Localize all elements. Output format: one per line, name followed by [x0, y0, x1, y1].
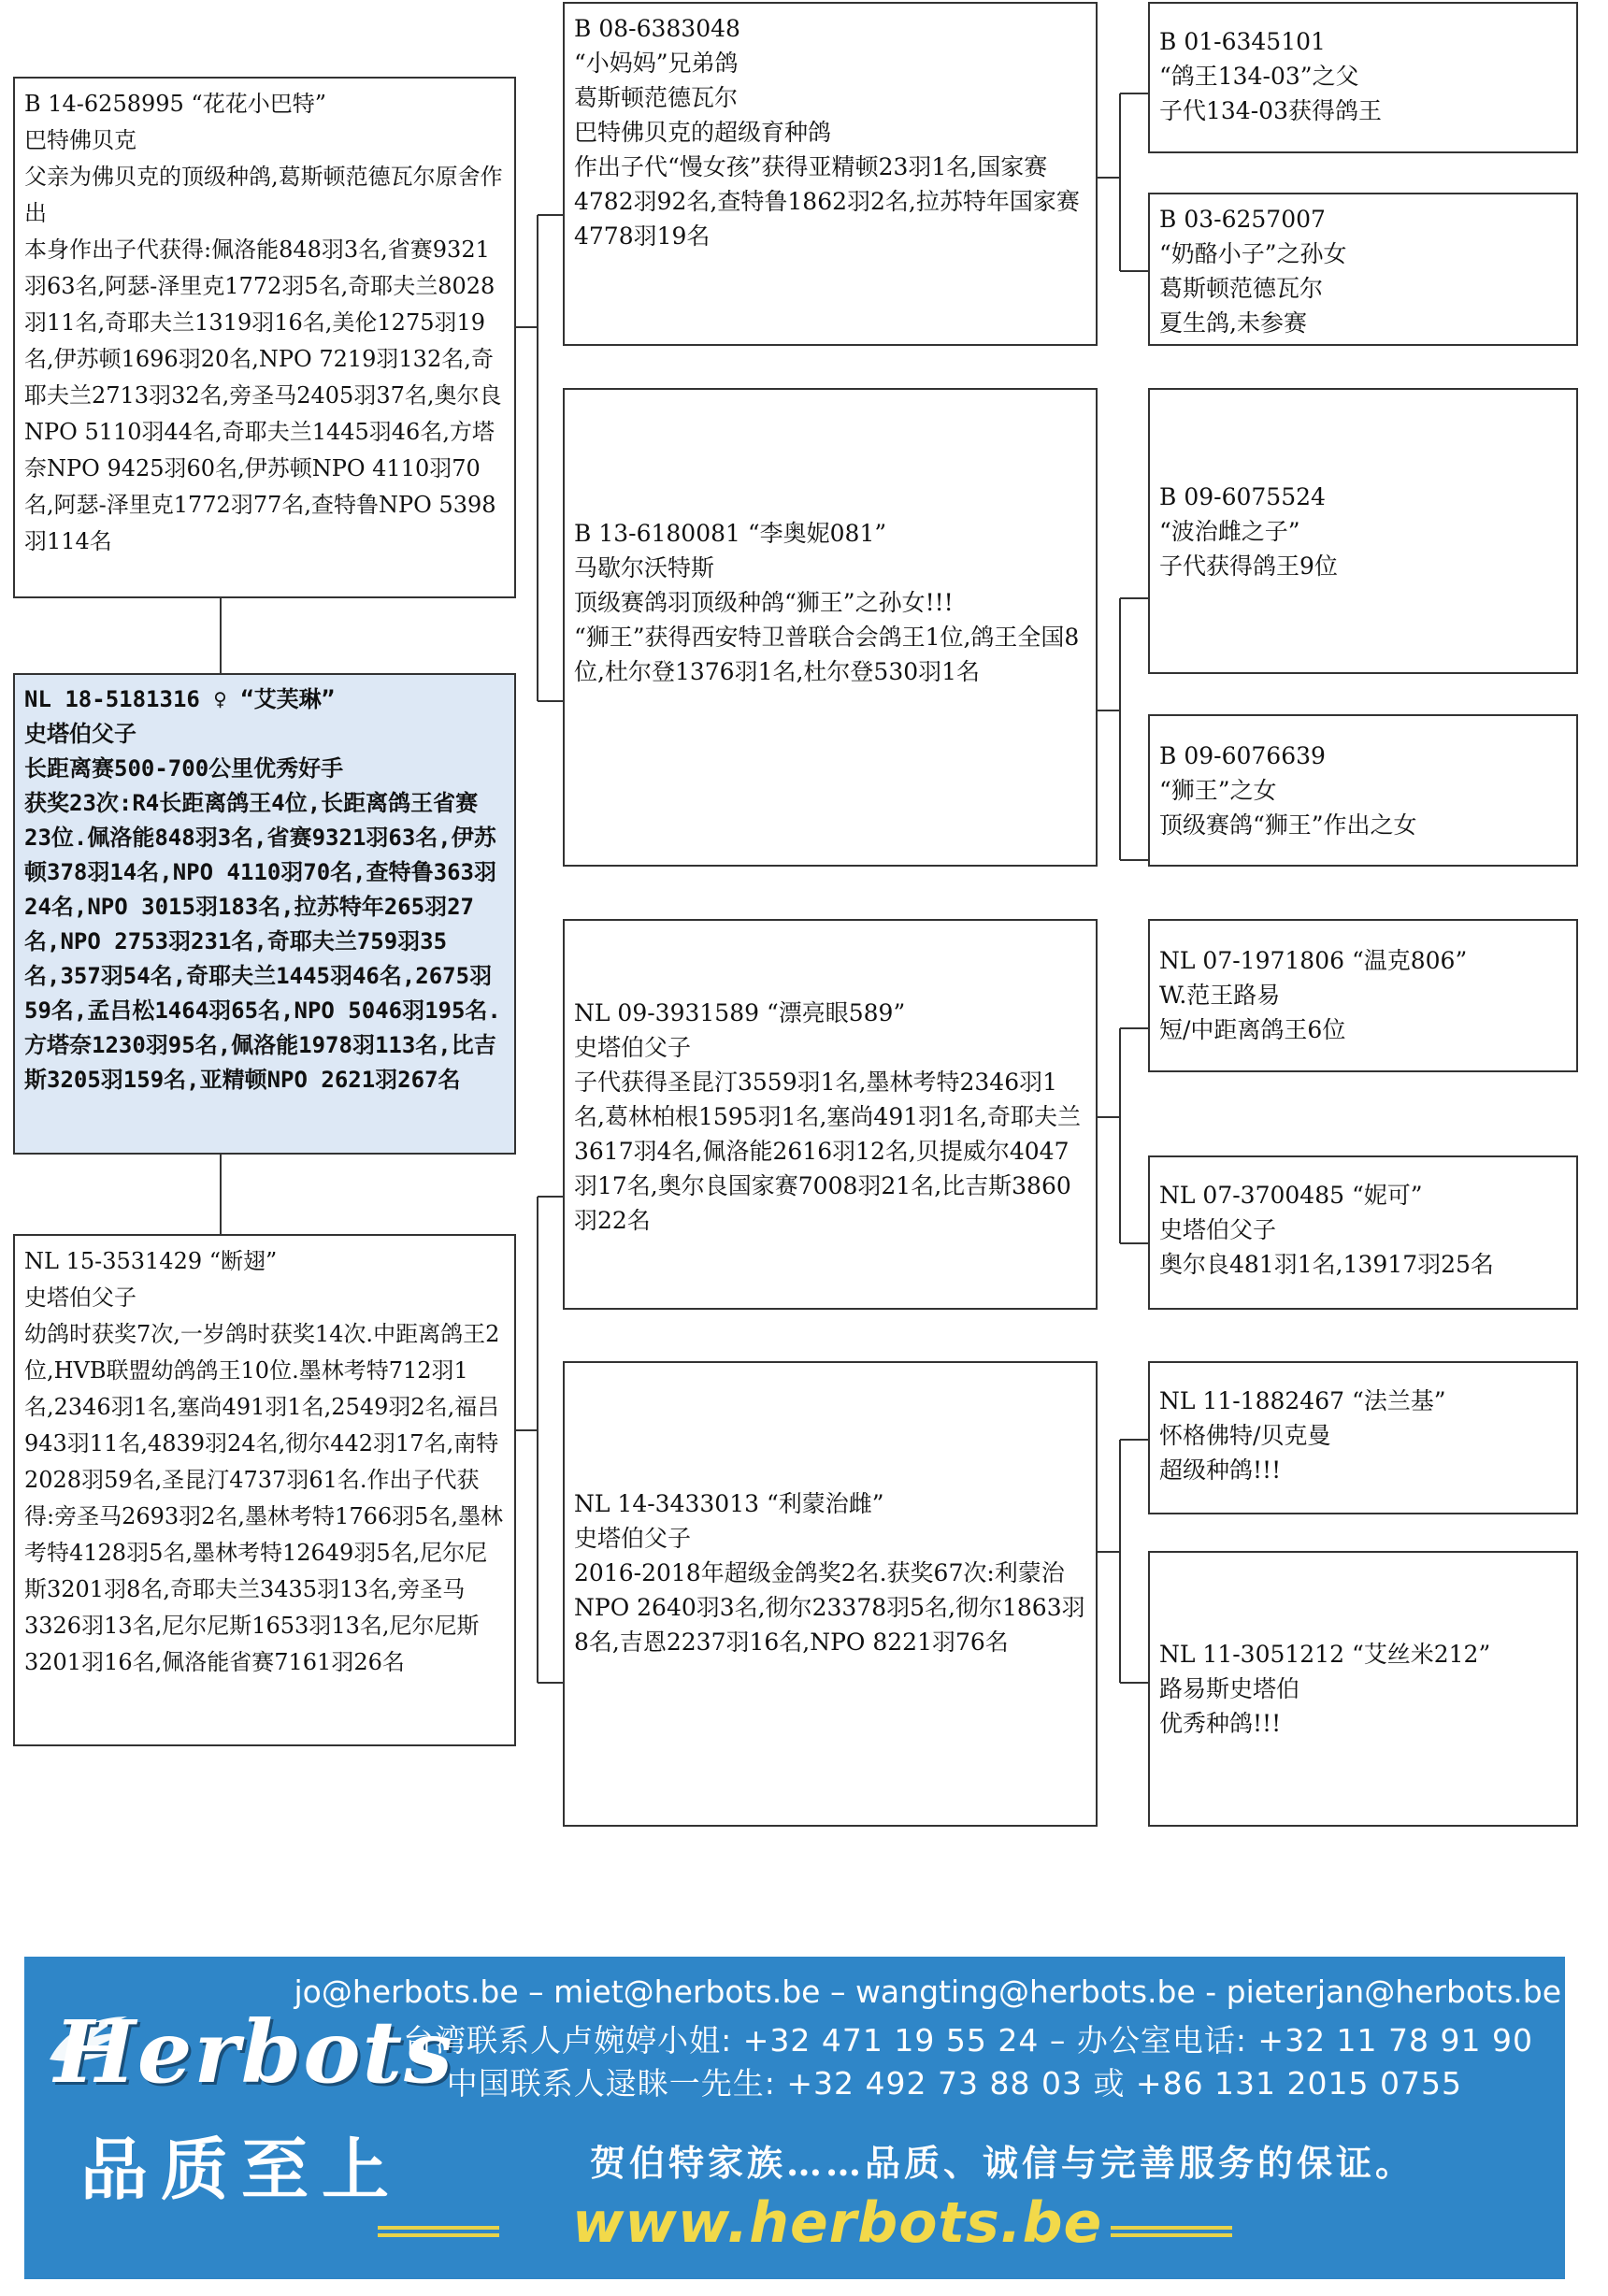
- subject-specialty: 长距离赛500-700公里优秀好手: [24, 755, 344, 782]
- ssd-status: 夏生鸽,未参赛: [1159, 309, 1307, 337]
- ss-note: “小妈妈”兄弟鸽: [574, 50, 739, 77]
- left-decorative-rule-2: [378, 2233, 499, 2237]
- sire-card: [13, 77, 516, 598]
- sdd-note: “狮王”之女: [1159, 777, 1277, 804]
- sd-results: “狮王”获得西安特卫普联合会鸽王1位,鸽王全国8位,杜尔登1376羽1名,杜尔登530羽1名: [574, 624, 1080, 685]
- dd-ring-number: NL 14-3433013 “利蒙治雌”: [574, 1490, 884, 1517]
- taiwan-contact: 台湾联系人卢婉婷小姐: +32 471 19 55 24 – 办公室电话: +32 11 78 91 90: [403, 2022, 1533, 2059]
- ddd-breeder: 路易斯史塔伯: [1159, 1675, 1300, 1702]
- sds-result: 子代获得鸽王9位: [1159, 552, 1338, 580]
- subject-breeder: 史塔伯父子: [24, 721, 136, 747]
- ssd-breeder: 葛斯顿范德瓦尔: [1159, 275, 1324, 302]
- sss-card: [1148, 2, 1578, 153]
- sd-note: 顶级赛鸽羽顶级种鸽“狮王”之孙女!!!: [574, 589, 954, 616]
- sss-note: “鸽王134-03”之父: [1159, 63, 1359, 90]
- dam-card: [13, 1234, 516, 1746]
- dds-note: 超级种鸽!!!: [1159, 1457, 1282, 1484]
- herbots-banner: [24, 1957, 1565, 2279]
- left-decorative-rule: [378, 2226, 499, 2230]
- dd-results: 2016-2018年超级金鸽奖2名.获奖67次:利蒙治NPO 2640羽3名,彻尔23378羽5名,彻尔1863羽8名,吉恩2237羽16名,NPO 8221羽76名: [574, 1559, 1085, 1656]
- sss-result: 子代134-03获得鸽王: [1159, 97, 1382, 124]
- ss-results: 作出子代“慢女孩”获得亚精顿23羽1名,国家赛4782羽92名,查特鲁1862羽2名,拉苏特年国家赛4778羽19名: [574, 153, 1080, 250]
- sire-sire-card: [563, 2, 1098, 346]
- right-decorative-rule: [1111, 2226, 1232, 2230]
- dss-card: [1148, 919, 1578, 1072]
- dsd-ring-number: NL 07-3700485 “妮可”: [1159, 1182, 1423, 1209]
- email-contacts: jo@herbots.be – miet@herbots.be – wangting@herbots.be - pieterjan@herbots.be: [294, 1973, 1561, 2010]
- ssd-ring-number: B 03-6257007: [1159, 206, 1326, 233]
- website-link[interactable]: www.herbots.be: [572, 2190, 1103, 2256]
- dss-breeder: W.范王路易: [1159, 982, 1281, 1009]
- sss-ring-number: B 01-6345101: [1159, 28, 1326, 55]
- dds-breeder: 怀格佛特/贝克曼: [1159, 1422, 1331, 1449]
- ssd-card: [1148, 193, 1578, 346]
- sire-results: 本身作出子代获得:佩洛能848羽3名,省赛9321羽63名,阿瑟-泽里克1772羽5名,奇耶夫兰8028羽11名,奇耶夫兰1319羽16名,美伦1275羽19名,伊苏顿1696羽20名,NPO 7219羽132名,奇耶夫兰2713羽32名,旁圣马2405羽37名,奥尔良NPO 5110羽44名,奇耶夫兰1445羽46名,方塔奈NPO 9425羽60名,伊苏顿NPO 4110羽70名,阿瑟-泽里克1772羽77名,查特鲁NPO 5398羽114名: [24, 237, 502, 554]
- dam-results: 幼鸽时获奖7次,一岁鸽时获奖14次.中距离鸽王2位,HVB联盟幼鸽鸽王10位.墨林考特712羽1名,2346羽1名,塞尚491羽1名,2549羽2名,福吕943羽11名,4839羽24名,彻尔442羽17名,南特2028羽59名,圣昆汀4737羽61名.作出子代获得:旁圣马2693羽2名,墨林考特1766羽5名,墨林考特4128羽5名,墨林考特12649羽5名,尼尔尼斯3201羽8名,奇耶夫兰3435羽13名,旁圣马3326羽13名,尼尔尼斯1653羽13名,尼尔尼斯3201羽16名,佩洛能省赛7161羽26名: [24, 1321, 504, 1675]
- sire-ring-number: B 14-6258995 “花花小巴特”: [24, 91, 326, 117]
- dam-sire-card: [563, 919, 1098, 1310]
- ds-results: 子代获得圣昆汀3559羽1名,墨林考特2346羽1名,葛林柏根1595羽1名,塞尚491羽1名,奇耶夫兰3617羽4名,佩洛能2616羽12名,贝提威尔4047羽17名,奥尔良国家赛7008羽21名,比吉斯3860羽22名: [574, 1069, 1081, 1234]
- sds-note: “波治雌之子”: [1159, 518, 1300, 545]
- dam-dam-card: [563, 1361, 1098, 1827]
- dd-breeder: 史塔伯父子: [574, 1525, 692, 1552]
- sds-card: [1148, 388, 1578, 674]
- sds-ring-number: B 09-6075524: [1159, 483, 1326, 510]
- dam-ring-number: NL 15-3531429 “断翅”: [24, 1248, 278, 1274]
- sd-ring-number: B 13-6180081 “李奥妮081”: [574, 520, 887, 547]
- subject-results: 获奖23次:R4长距离鸽王4位,长距离鸽王省赛23位.佩洛能848羽3名,省赛9321羽63名,伊苏顿378羽14名,NPO 4110羽70名,查特鲁363羽24名,NPO 3015羽183名,拉苏特年265羽27名,NPO 2753羽231名,奇耶夫兰759羽35名,357羽54名,奇耶夫兰1445羽46名,2675羽59名,孟吕松1464羽65名,NPO 5046羽195名.方塔奈1230羽95名,佩洛能1978羽113名,比吉斯3205羽159名,亚精顿NPO 2621羽267名: [24, 790, 501, 1093]
- ds-ring-number: NL 09-3931589 “漂亮眼589”: [574, 999, 906, 1026]
- ss-role: 巴特佛贝克的超级育种鸽: [574, 119, 832, 146]
- dss-ring-number: NL 07-1971806 “温克806”: [1159, 947, 1468, 974]
- sdd-ring-number: B 09-6076639: [1159, 742, 1326, 769]
- ss-breeder: 葛斯顿范德瓦尔: [574, 84, 739, 111]
- ddd-card: [1148, 1551, 1578, 1827]
- sd-breeder: 马歇尔沃特斯: [574, 554, 715, 581]
- dsd-results: 奥尔良481羽1名,13917羽25名: [1159, 1251, 1494, 1278]
- ssd-note: “奶酪小子”之孙女: [1159, 240, 1347, 267]
- dam-breeder: 史塔伯父子: [24, 1284, 136, 1311]
- family-tagline: 贺伯特家族……品质、诚信与完善服务的保证。: [590, 2142, 1415, 2184]
- dss-result: 短/中距离鸽王6位: [1159, 1016, 1346, 1043]
- right-decorative-rule-2: [1111, 2233, 1232, 2237]
- ddd-note: 优秀种鸽!!!: [1159, 1710, 1282, 1737]
- dds-card: [1148, 1361, 1578, 1514]
- subject-card: [13, 673, 516, 1155]
- dsd-card: [1148, 1155, 1578, 1310]
- sire-breeder: 巴特佛贝克: [24, 127, 136, 153]
- brand-logo-text: Herbots: [54, 2002, 454, 2102]
- sdd-card: [1148, 714, 1578, 867]
- brand-slogan: 品质至上: [80, 2131, 403, 2209]
- sdd-detail: 顶级赛鸽“狮王”作出之女: [1159, 811, 1417, 839]
- subject-ring-number: NL 18-5181316 ♀ “艾芙琳”: [24, 686, 336, 712]
- ds-breeder: 史塔伯父子: [574, 1034, 692, 1061]
- dsd-breeder: 史塔伯父子: [1159, 1216, 1277, 1243]
- sire-origin: 父亲为佛贝克的顶级种鸽,葛斯顿范德瓦尔原舍作出: [24, 164, 503, 226]
- dds-ring-number: NL 11-1882467 “法兰基”: [1159, 1387, 1446, 1414]
- ss-ring-number: B 08-6383048: [574, 15, 740, 42]
- sire-dam-card: [563, 388, 1098, 867]
- china-contact: 中国联系人逯睐一先生: +32 492 73 88 03 或 +86 131 2015 0755: [446, 2065, 1462, 2102]
- ddd-ring-number: NL 11-3051212 “艾丝米212”: [1159, 1641, 1491, 1668]
